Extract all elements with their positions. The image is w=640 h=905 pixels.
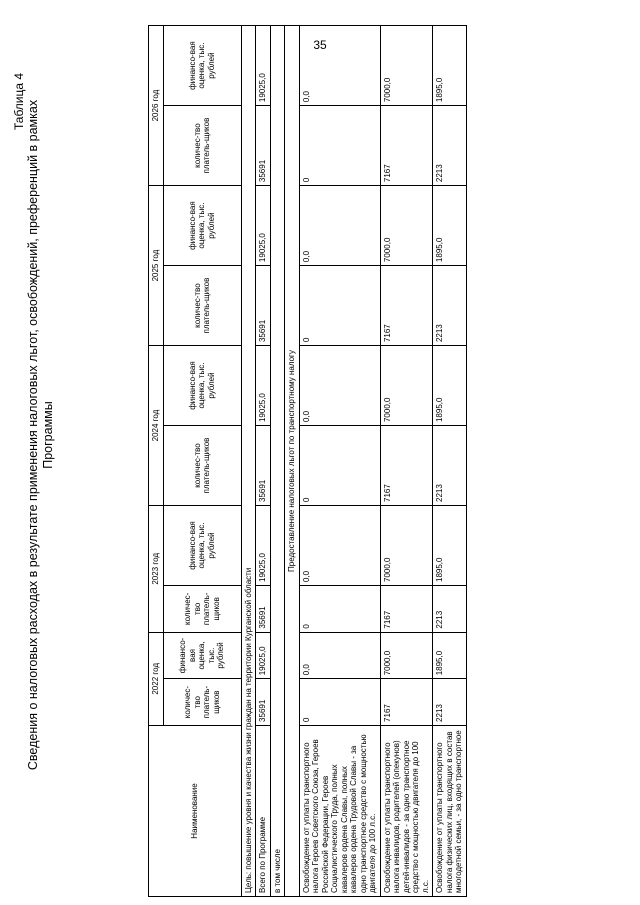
header-finance: финансо-вая оценка, тыс. рублей [163, 346, 241, 426]
header-finance: финансо-вая оценка, тыс. рублей [163, 26, 241, 106]
cell: 1895,0 [433, 346, 467, 426]
header-finance: финансо-вая оценка, тыс. рублей [163, 186, 241, 266]
header-count: количес-тво платель-щиков [163, 679, 241, 726]
cell: 7000,0 [380, 346, 433, 426]
table-title [26, 25, 56, 845]
header-year-2023: 2023 год [149, 506, 164, 633]
cell: 1895,0 [433, 186, 467, 266]
title-line-1: Сведения о налоговых расходах в результате применения налоговых льгот, освобождений, преференций в рамках [26, 99, 40, 771]
cell: 35691 [256, 426, 271, 506]
cell: 0 [299, 106, 380, 186]
cell: 0,0 [299, 506, 380, 586]
table-row [433, 26, 467, 897]
header-count: количес-тво платель-щиков [163, 106, 241, 186]
cell: 1895,0 [433, 26, 467, 106]
cell: 35691 [256, 679, 271, 726]
goal-row [241, 26, 256, 897]
cell: 19025,0 [256, 506, 271, 586]
row-name: Всего по Программе [256, 725, 271, 896]
section-title: Предоставление налоговых льгот по транспортному налогу [285, 26, 300, 897]
section-row [285, 26, 300, 897]
header-year-2022: 2022 год [149, 632, 164, 725]
cell: 0,0 [299, 186, 380, 266]
tax-expenditure-table [148, 25, 467, 897]
cell: 19025,0 [256, 186, 271, 266]
cell: 7167 [380, 266, 433, 346]
header-count: количес-тво платель-щиков [163, 585, 241, 632]
cell: 19025,0 [256, 26, 271, 106]
cell: 2213 [433, 106, 467, 186]
cell: 2213 [433, 266, 467, 346]
cell: 7167 [380, 585, 433, 632]
cell: 0 [299, 266, 380, 346]
cell: 19025,0 [256, 632, 271, 679]
header-finance: финансо-вая оценка, тыс. рублей [163, 632, 241, 679]
table-row [299, 26, 380, 897]
page-number: 35 [313, 38, 327, 52]
cell: 7167 [380, 426, 433, 506]
table-label: Таблица 4 [12, 72, 26, 130]
cell: 2213 [433, 679, 467, 726]
cell: 7000,0 [380, 632, 433, 679]
cell: 0 [299, 426, 380, 506]
header-name: Наименование [149, 725, 242, 896]
goal-text: Цель: повышение уровня и качества жизни граждан на территории Курганской области [241, 26, 256, 897]
header-count: количес-тво платель-щиков [163, 266, 241, 346]
including-text: в том числе [270, 26, 285, 897]
row-name: Освобождение от уплаты транспортного налога инвалидов, родителей (опекунов) детей-инвалидов - за одно транспортное средство с мощностью двигателя до 100 л.с. [380, 725, 433, 896]
cell: 35691 [256, 106, 271, 186]
cell: 35691 [256, 585, 271, 632]
cell: 7000,0 [380, 186, 433, 266]
header-year-2026: 2026 год [149, 26, 164, 186]
cell: 0 [299, 585, 380, 632]
cell: 1895,0 [433, 632, 467, 679]
header-row-years [149, 26, 164, 897]
header-finance: финансо-вая оценка, тыс. рублей [163, 506, 241, 586]
cell: 2213 [433, 585, 467, 632]
cell: 0,0 [299, 26, 380, 106]
cell: 0 [299, 679, 380, 726]
table-row [380, 26, 433, 897]
cell: 35691 [256, 266, 271, 346]
cell: 2213 [433, 426, 467, 506]
cell: 0,0 [299, 632, 380, 679]
row-name: Освобождение от уплаты транспортного налога физических лиц, входящих в состав многодетной семьи, - за одно транспортное [433, 725, 467, 896]
cell: 7000,0 [380, 506, 433, 586]
cell: 7167 [380, 679, 433, 726]
row-name: Освобождение от уплаты транспортного налога Героев Советского Союза, Героев Российской Федерации, Героев Социалистического Труда, полных кавалеров ордена Славы, полных кавалеров ордена Трудовой Славы - за одно транспортное средство с мощностью двигателя до 100 л.с. [299, 725, 380, 896]
header-count: количес-тво платель-щиков [163, 426, 241, 506]
table-row-total [256, 26, 271, 897]
cell: 1895,0 [433, 506, 467, 586]
cell: 7167 [380, 106, 433, 186]
cell: 7000,0 [380, 26, 433, 106]
title-line-2: Программы [41, 401, 55, 469]
header-year-2024: 2024 год [149, 346, 164, 506]
cell: 0,0 [299, 346, 380, 426]
header-year-2025: 2025 год [149, 186, 164, 346]
cell: 19025,0 [256, 346, 271, 426]
table-row-including [270, 26, 285, 897]
